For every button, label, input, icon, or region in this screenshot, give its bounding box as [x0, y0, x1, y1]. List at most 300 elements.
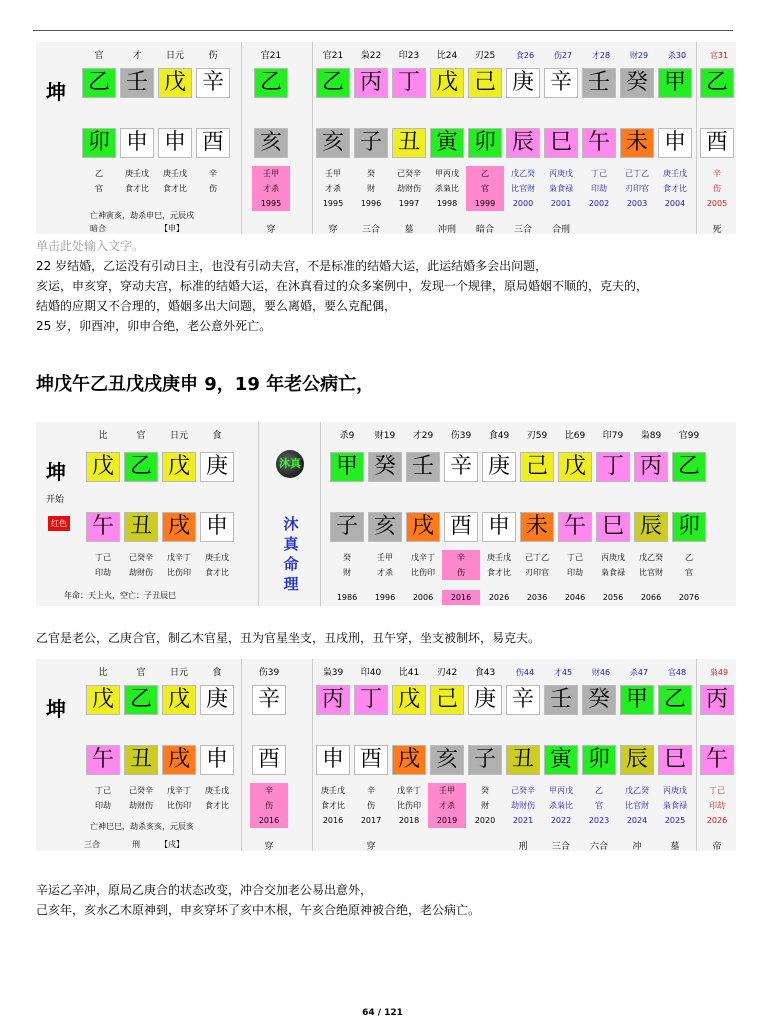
- heavenly-stem: 辛: [196, 68, 230, 98]
- divider: [696, 42, 697, 234]
- liunian-stem: 庚: [468, 685, 502, 715]
- liunian-god: 官21: [322, 51, 344, 61]
- liunian-hidden-god: 劫财伤: [397, 184, 421, 193]
- liunian-year: 1999: [466, 196, 504, 211]
- dayun-stem: 乙: [672, 452, 706, 482]
- liunian-hidden: 甲丙戊: [435, 169, 459, 178]
- liunian-year: 2017: [360, 816, 382, 825]
- liunian-stem: 己: [430, 685, 464, 715]
- liunian-stem: 辛: [544, 68, 578, 98]
- liunian-hidden: 戊乙癸: [511, 169, 535, 178]
- hidden-gods: 比伤印: [167, 801, 191, 810]
- liunian-hidden: 乙: [466, 166, 504, 181]
- last-branch: 午: [700, 745, 734, 775]
- hidden-gods: 食才比: [205, 801, 229, 810]
- liunian-stem: 甲: [620, 685, 654, 715]
- last-god: 枭49: [709, 668, 729, 677]
- liunian-branch: 巳: [544, 128, 578, 158]
- shensha-note: 亡神寅亥，劫杀申巳，元辰戌: [90, 211, 194, 220]
- liunian-year: 1995: [322, 199, 344, 208]
- liunian-year: 2022: [550, 816, 572, 825]
- divider: [696, 659, 697, 851]
- heavenly-stem: 戊: [162, 452, 196, 482]
- bazi-chart-2: [36, 422, 736, 606]
- liunian-god: 食43: [474, 668, 496, 678]
- interaction-label: 【申】: [160, 224, 184, 233]
- dayun-branch: 申: [482, 512, 516, 542]
- shensha-note: 亡神巳巳，劫杀亥亥，元辰亥: [90, 822, 194, 831]
- hidden-gods: 劫财伤: [129, 801, 153, 810]
- liunian-stem: 壬: [544, 685, 578, 715]
- liunian-branch: 卯: [468, 128, 502, 158]
- liunian-hidden-god: 官: [466, 181, 504, 196]
- bazi-chart-1: [36, 42, 736, 234]
- hidden-gods: 官: [95, 184, 103, 193]
- liunian-bottom: 冲: [632, 842, 642, 851]
- paragraph-2: 乙官是老公，乙庚合官，制乙木官星，丑为官星坐支，丑戌刑，丑午穿，坐支被制坏，易克夫。: [36, 631, 541, 645]
- dayun-hidden-god: 枭食禄: [601, 568, 625, 577]
- dayun-year: 2046: [564, 593, 586, 602]
- liunian-year: 2019: [428, 813, 466, 828]
- dayun-branch: 卯: [672, 512, 706, 542]
- liunian-god: 才45: [553, 668, 573, 677]
- dayun-year: 1995: [252, 196, 290, 211]
- dayun-stem: 癸: [368, 452, 402, 482]
- nayin-note: 年命：天上火，空亡：子丑辰巳: [64, 591, 176, 600]
- dayun-year: 1996: [374, 593, 396, 602]
- liunian-god: 财46: [591, 668, 611, 677]
- liunian-bottom: 冲刑: [437, 225, 456, 234]
- hidden-stems: 庚壬戊: [125, 169, 149, 178]
- liunian-hidden-god: 杀枭比: [435, 184, 459, 193]
- liunian-year: 1997: [398, 199, 420, 208]
- liunian-hidden-god: 伤: [367, 801, 375, 810]
- liunian-hidden-god: 财: [481, 801, 489, 810]
- hidden-gods: 食才比: [125, 184, 149, 193]
- liunian-hidden: 庚壬戊: [663, 169, 687, 178]
- heavenly-stem: 庚: [200, 685, 234, 715]
- heavenly-stem: 戊: [86, 685, 120, 715]
- liunian-hidden-god: 才杀: [325, 184, 341, 193]
- earthly-branch: 申: [200, 512, 234, 542]
- last-hidden: 丁己: [709, 786, 725, 795]
- kun-label: 坤: [46, 80, 66, 104]
- interaction-label: 【戌】: [160, 840, 184, 849]
- liunian-hidden-god: 官: [595, 801, 603, 810]
- start-label: 开始: [46, 495, 65, 505]
- liunian-hidden: 丙庚戊: [549, 169, 573, 178]
- liunian-bottom: 墓: [670, 842, 680, 851]
- dayun-stem: 辛: [444, 452, 478, 482]
- liunian-branch: 子: [354, 128, 388, 158]
- liunian-bottom: 暗合: [475, 225, 494, 234]
- liunian-hidden: 壬甲: [325, 169, 341, 178]
- liunian-year: 2002: [588, 199, 610, 208]
- logo-icon: 沐真: [276, 450, 304, 478]
- divider: [312, 42, 313, 234]
- dayun-god: 比69: [564, 431, 586, 441]
- liunian-god: 才28: [591, 51, 611, 60]
- dayun-hidden: 丁己: [567, 553, 583, 562]
- liunian-hidden: 壬甲: [428, 783, 466, 798]
- kun-label: 坤: [46, 460, 66, 484]
- dayun-hidden: 己丁乙: [525, 553, 549, 562]
- liunian-hidden-god: 刃印官: [625, 184, 649, 193]
- paragraph-1-line-4: 25 岁，卯酉冲，卯申合绝，老公意外死亡。: [36, 319, 272, 333]
- liunian-hidden: 己丁乙: [625, 169, 649, 178]
- paragraph-3-line-2: 己亥年，亥水乙木原神到，申亥穿坏了亥中木根，午亥合绝原神被合绝，老公病亡。: [36, 903, 481, 917]
- liunian-god: 枭39: [322, 668, 344, 678]
- hidden-stems: 己癸辛: [129, 553, 153, 562]
- liunian-branch: 寅: [544, 745, 578, 775]
- dayun-god: 刃59: [526, 431, 548, 441]
- ten-god-label: 食: [212, 668, 222, 678]
- liunian-year: 2024: [626, 816, 648, 825]
- last-stem: 乙: [700, 68, 734, 98]
- hidden-stems: 庚壬戊: [163, 169, 187, 178]
- hidden-gods: 比伤印: [167, 568, 191, 577]
- dayun-god: 枭89: [640, 431, 662, 441]
- dayun-hidden: 丙庚戊: [601, 553, 625, 562]
- earthly-branch: 戌: [162, 745, 196, 775]
- dayun-hidden: 乙: [685, 553, 693, 562]
- dayun-branch: 午: [558, 512, 592, 542]
- ten-god-label: 比: [98, 431, 108, 441]
- liunian-god: 官48: [667, 668, 687, 677]
- dayun-hidden: 戊乙癸: [639, 553, 663, 562]
- dayun-branch: 亥: [368, 512, 402, 542]
- hidden-stems: 庚壬戊: [205, 553, 229, 562]
- hidden-stems: 戊辛丁: [167, 786, 191, 795]
- liunian-stem: 癸: [620, 68, 654, 98]
- dayun-god: 伤39: [258, 668, 280, 678]
- liunian-bottom: 合刑: [551, 225, 570, 234]
- earthly-branch: 戌: [162, 512, 196, 542]
- dayun-hidden: 辛: [442, 550, 480, 565]
- liunian-hidden: 辛: [367, 786, 375, 795]
- liunian-branch: 戌: [392, 745, 426, 775]
- liunian-hidden-god: 比伤印: [397, 801, 421, 810]
- heavenly-stem: 乙: [124, 452, 158, 482]
- hidden-stems: 丁己: [95, 786, 111, 795]
- liunian-bottom: 三合: [551, 842, 570, 851]
- liunian-branch: 亥: [430, 745, 464, 775]
- dayun-branch: 子: [330, 512, 364, 542]
- hidden-stems: 戊辛丁: [167, 553, 191, 562]
- liunian-god: 刃42: [436, 668, 458, 678]
- liunian-year: 2001: [550, 199, 572, 208]
- red-label: 红色: [48, 516, 70, 531]
- dayun-stem: 壬: [406, 452, 440, 482]
- dayun-hidden-god: 官: [685, 568, 693, 577]
- earthly-branch: 卯: [82, 128, 116, 158]
- liunian-stem: 戊: [392, 685, 426, 715]
- last-hidden-god: 印劫: [709, 801, 725, 810]
- paragraph-1-line-1: 22 岁结婚，乙运没有引动日主，也没有引动夫宫，不是标准的结婚大运，此运结婚多会出问题，: [36, 259, 548, 273]
- liunian-year: 1998: [436, 199, 458, 208]
- liunian-branch: 辰: [620, 745, 654, 775]
- dayun-year: 1986: [336, 593, 358, 602]
- liunian-god: 枭22: [360, 51, 382, 61]
- ten-god-label: 官: [136, 668, 146, 678]
- dayun-god: 伤39: [450, 431, 472, 441]
- liunian-year: 2018: [398, 816, 420, 825]
- last-god: 官31: [709, 51, 729, 60]
- hidden-gods: 食才比: [205, 568, 229, 577]
- liunian-stem: 辛: [506, 685, 540, 715]
- dayun-bottom: 穿: [264, 842, 274, 851]
- ten-god-label: 日元: [165, 51, 184, 61]
- liunian-year: 2023: [588, 816, 610, 825]
- ten-god-label: 日元: [169, 431, 188, 441]
- dayun-hidden: 壬甲: [377, 553, 393, 562]
- input-hint[interactable]: 单击此处输入文字。: [36, 239, 145, 253]
- liunian-branch: 酉: [354, 745, 388, 775]
- liunian-branch: 午: [582, 128, 616, 158]
- liunian-hidden-god: 比官财: [625, 801, 649, 810]
- hidden-stems: 己癸辛: [129, 786, 153, 795]
- last-year: 2005: [706, 199, 728, 208]
- liunian-hidden-god: 劫财伤: [511, 801, 535, 810]
- ten-god-label: 官: [94, 51, 104, 61]
- liunian-hidden-god: 枭食禄: [663, 801, 687, 810]
- dayun-god: 印79: [602, 431, 624, 441]
- dayun-branch: 未: [520, 512, 554, 542]
- last-hidden: 辛: [713, 169, 721, 178]
- liunian-god: 印40: [360, 668, 382, 678]
- bazi-chart-3: [36, 659, 736, 851]
- dayun-branch: 酉: [444, 512, 478, 542]
- liunian-hidden: 癸: [367, 169, 375, 178]
- dayun-hidden: 庚壬戊: [487, 553, 511, 562]
- liunian-god: 伤44: [515, 668, 535, 677]
- dayun-stem: 戊: [558, 452, 592, 482]
- liunian-stem: 戊: [430, 68, 464, 98]
- hidden-gods: 印劫: [95, 568, 111, 577]
- hidden-stems: 辛: [209, 169, 217, 178]
- dayun-branch: 辰: [634, 512, 668, 542]
- liunian-branch: 卯: [582, 745, 616, 775]
- interaction-label: 暗合: [90, 224, 106, 233]
- liunian-bottom: 穿: [366, 842, 376, 851]
- liunian-hidden: 丁己: [591, 169, 607, 178]
- dayun-stem: 乙: [254, 68, 288, 98]
- dayun-year: 2006: [412, 593, 434, 602]
- hidden-gods: 伤: [209, 184, 217, 193]
- dayun-bottom: 穿: [266, 225, 276, 234]
- liunian-stem: 乙: [316, 68, 350, 98]
- ten-god-label: 食: [212, 431, 222, 441]
- dayun-year: 2016: [250, 813, 288, 828]
- liunian-year: 2003: [626, 199, 648, 208]
- liunian-god: 杀47: [629, 668, 649, 677]
- liunian-hidden-god: 食才比: [321, 801, 345, 810]
- liunian-hidden-god: 才杀: [428, 798, 466, 813]
- liunian-hidden: 戊乙癸: [625, 786, 649, 795]
- heavenly-stem: 戊: [158, 68, 192, 98]
- last-stem: 丙: [700, 685, 734, 715]
- liunian-bottom: 三合: [361, 225, 380, 234]
- divider: [241, 659, 242, 851]
- last-branch: 酉: [700, 128, 734, 158]
- hidden-stems: 乙: [95, 169, 103, 178]
- earthly-branch: 申: [120, 128, 154, 158]
- liunian-hidden-god: 杀枭比: [549, 801, 573, 810]
- dayun-god: 官99: [678, 431, 700, 441]
- liunian-hidden-god: 比官财: [511, 184, 535, 193]
- divider: [312, 659, 313, 851]
- dayun-year: 2056: [602, 593, 624, 602]
- dayun-stem: 辛: [252, 685, 286, 715]
- dayun-god: 杀9: [339, 431, 355, 441]
- dayun-god: 财19: [374, 431, 396, 441]
- paragraph-1-line-2: 亥运，申亥穿，穿动夫宫，标准的结婚大运，在沐真看过的众多案例中，发现一个规律，原局婚姻不顺的，克夫的，: [36, 279, 649, 293]
- dayun-stem: 丁: [596, 452, 630, 482]
- liunian-bottom: 六合: [589, 842, 608, 851]
- dayun-branch: 戌: [406, 512, 440, 542]
- liunian-year: 2016: [322, 816, 344, 825]
- dayun-hidden-god: 刃印官: [525, 568, 549, 577]
- liunian-stem: 乙: [658, 685, 692, 715]
- liunian-branch: 丑: [506, 745, 540, 775]
- hidden-gods: 劫财伤: [129, 568, 153, 577]
- liunian-hidden-god: 印劫: [591, 184, 607, 193]
- liunian-stem: 丁: [354, 685, 388, 715]
- liunian-branch: 申: [316, 745, 350, 775]
- liunian-god: 财29: [629, 51, 649, 60]
- section-heading: 坤戊午乙丑戊戌庚申 9，19 年老公病亡，: [36, 374, 375, 395]
- dayun-year: 2066: [640, 593, 662, 602]
- interaction-label: 三合: [84, 840, 100, 849]
- ten-god-label: 才: [132, 51, 142, 61]
- page-number: 64 / 121: [362, 1008, 403, 1018]
- liunian-bottom: 刑: [518, 842, 528, 851]
- last-bottom: 帝: [712, 842, 722, 851]
- earthly-branch: 酉: [196, 128, 230, 158]
- liunian-bottom: 穿: [328, 225, 338, 234]
- liunian-god: 刃25: [474, 51, 496, 61]
- liunian-hidden: 丙庚戊: [663, 786, 687, 795]
- dayun-hidden-god: 财: [343, 568, 351, 577]
- ten-god-label: 伤: [208, 51, 218, 61]
- top-rule: [33, 30, 733, 31]
- liunian-hidden-god: 财: [367, 184, 375, 193]
- liunian-hidden: 甲丙戊: [549, 786, 573, 795]
- dayun-hidden-god: 才杀: [252, 181, 290, 196]
- hidden-stems: 丁己: [95, 553, 111, 562]
- liunian-stem: 壬: [582, 68, 616, 98]
- liunian-year: 1996: [360, 199, 382, 208]
- liunian-hidden: 癸: [481, 786, 489, 795]
- liunian-branch: 亥: [316, 128, 350, 158]
- dayun-god: 才29: [412, 431, 434, 441]
- hidden-gods: 食才比: [163, 184, 187, 193]
- brand-text: 沐真命理: [283, 515, 299, 593]
- liunian-bottom: 墓: [404, 225, 414, 234]
- heavenly-stem: 戊: [162, 685, 196, 715]
- liunian-branch: 辰: [506, 128, 540, 158]
- liunian-stem: 丙: [316, 685, 350, 715]
- liunian-god: 食26: [515, 51, 535, 60]
- liunian-branch: 申: [658, 128, 692, 158]
- divider: [241, 42, 242, 234]
- last-year: 2026: [706, 816, 728, 825]
- liunian-year: 2000: [512, 199, 534, 208]
- liunian-god: 比24: [436, 51, 458, 61]
- earthly-branch: 丑: [124, 745, 158, 775]
- dayun-hidden-god: 食才比: [487, 568, 511, 577]
- liunian-year: 2025: [664, 816, 686, 825]
- liunian-hidden: 庚壬戊: [321, 786, 345, 795]
- liunian-year: 2004: [664, 199, 686, 208]
- dayun-stem: 丙: [634, 452, 668, 482]
- hidden-stems: 庚壬戊: [205, 786, 229, 795]
- liunian-year: 2021: [512, 816, 534, 825]
- dayun-god: 官21: [260, 51, 282, 61]
- earthly-branch: 申: [200, 745, 234, 775]
- ten-god-label: 日元: [169, 668, 188, 678]
- dayun-stem: 己: [520, 452, 554, 482]
- earthly-branch: 丑: [124, 512, 158, 542]
- liunian-god: 杀30: [667, 51, 687, 60]
- dayun-hidden-god: 伤: [442, 565, 480, 580]
- heavenly-stem: 壬: [120, 68, 154, 98]
- kun-label: 坤: [46, 697, 66, 721]
- liunian-stem: 丙: [354, 68, 388, 98]
- heavenly-stem: 戊: [86, 452, 120, 482]
- liunian-stem: 丁: [392, 68, 426, 98]
- dayun-branch: 亥: [254, 128, 288, 158]
- dayun-stem: 庚: [482, 452, 516, 482]
- liunian-god: 比41: [398, 668, 420, 678]
- heavenly-stem: 庚: [200, 452, 234, 482]
- last-bottom: 死: [712, 225, 722, 234]
- liunian-god: 伤27: [553, 51, 573, 60]
- earthly-branch: 午: [86, 512, 120, 542]
- divider: [258, 422, 259, 606]
- divider: [320, 422, 321, 606]
- dayun-branch: 酉: [252, 745, 286, 775]
- dayun-hidden: 戊辛丁: [411, 553, 435, 562]
- liunian-hidden-god: 枭食禄: [549, 184, 573, 193]
- liunian-stem: 庚: [506, 68, 540, 98]
- ten-god-label: 比: [98, 668, 108, 678]
- earthly-branch: 午: [86, 745, 120, 775]
- dayun-year: 2076: [678, 593, 700, 602]
- liunian-branch: 丑: [392, 128, 426, 158]
- liunian-hidden: 己癸辛: [397, 169, 421, 178]
- ten-god-label: 官: [136, 431, 146, 441]
- liunian-branch: 未: [620, 128, 654, 158]
- dayun-hidden-god: 印劫: [567, 568, 583, 577]
- dayun-hidden: 辛: [250, 783, 288, 798]
- heavenly-stem: 乙: [82, 68, 116, 98]
- dayun-year: 2026: [488, 593, 510, 602]
- liunian-year: 2020: [474, 816, 496, 825]
- liunian-god: 印23: [398, 51, 420, 61]
- liunian-branch: 子: [468, 745, 502, 775]
- dayun-hidden: 癸: [343, 553, 351, 562]
- paragraph-3-line-1: 辛运乙辛冲，原局乙庚合的状态改变，冲合交加老公易出意外，: [36, 883, 373, 897]
- dayun-hidden: 壬甲: [252, 166, 290, 181]
- dayun-hidden-god: 比官财: [639, 568, 663, 577]
- dayun-year: 2036: [526, 593, 548, 602]
- liunian-stem: 癸: [582, 685, 616, 715]
- interaction-label: 刑: [132, 840, 140, 849]
- dayun-hidden-god: 比伤印: [411, 568, 435, 577]
- dayun-branch: 巳: [596, 512, 630, 542]
- liunian-branch: 寅: [430, 128, 464, 158]
